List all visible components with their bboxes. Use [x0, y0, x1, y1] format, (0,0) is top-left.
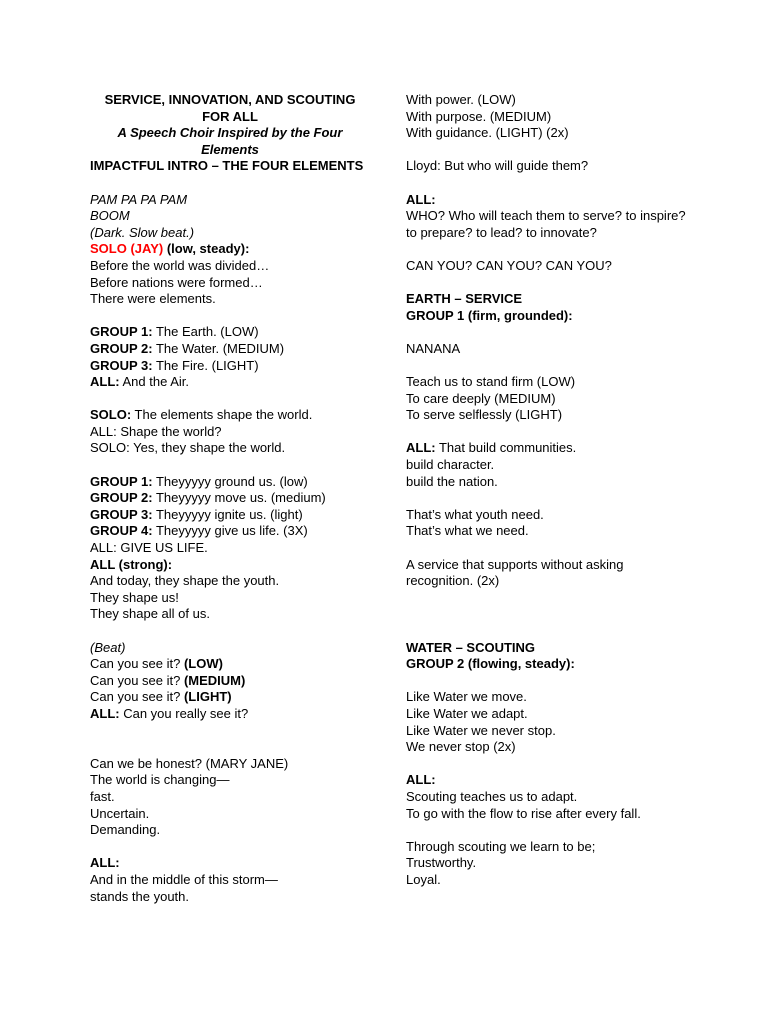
line-text: And today, they shape the youth. [90, 573, 280, 589]
speaker-label: GROUP 1: [90, 473, 153, 489]
script-line [406, 391, 706, 408]
script-line [90, 424, 370, 441]
line-text: PAM PA PA PAM [90, 191, 188, 207]
line-text: The elements shape the world. [131, 407, 313, 423]
script-line [90, 158, 370, 175]
speaker-name: SOLO (JAY) [90, 241, 164, 257]
line-text: Theyyyyy move us. (medium) [152, 490, 326, 506]
blank-line [406, 358, 706, 375]
script-line [90, 756, 370, 773]
script-line [406, 806, 706, 823]
speaker-label: GROUP 3: [90, 506, 153, 522]
line-text: stands the youth. [90, 888, 190, 904]
line-text: They shape all of us. [90, 606, 210, 622]
speaker-label: GROUP 2 (flowing, steady): [406, 656, 575, 672]
speaker-label: GROUP 3: [90, 357, 153, 373]
script-line [90, 291, 370, 308]
script-line [406, 789, 706, 806]
script-line [90, 324, 370, 341]
line-text: And in the middle of this storm— [90, 871, 278, 887]
script-line [406, 839, 706, 856]
script-line [90, 573, 370, 590]
script-line [90, 855, 370, 872]
line-text: To care deeply (MEDIUM) [406, 390, 556, 406]
script-line [406, 308, 706, 325]
line-text: The Water. (MEDIUM) [152, 340, 285, 356]
line-text: That’s what youth need. [406, 506, 544, 522]
script-line [406, 640, 706, 657]
script-line [90, 606, 370, 623]
line-text: Can you really see it? [119, 705, 249, 721]
line-text: Can you see it? [90, 672, 184, 688]
script-line [90, 656, 370, 673]
script-line [90, 474, 370, 491]
blank-line [406, 590, 706, 607]
line-text: fast. [90, 788, 115, 804]
blank-line [406, 540, 706, 557]
script-line [406, 125, 706, 142]
blank-line [90, 739, 370, 756]
script-line [90, 673, 370, 690]
script-line [406, 872, 706, 889]
speaker-label: WATER – SCOUTING [406, 639, 536, 655]
script-line [406, 855, 706, 872]
script-line [406, 258, 706, 275]
script-line [90, 540, 370, 557]
left-column [90, 92, 370, 905]
blank-line [90, 839, 370, 856]
script-line [406, 291, 706, 308]
blank-line [90, 457, 370, 474]
script-line [90, 358, 370, 375]
script-line [90, 225, 370, 242]
speaker-label: ALL: [90, 374, 120, 390]
line-text: Uncertain. [90, 805, 150, 821]
line-text: That’s what we need. [406, 523, 529, 539]
line-text: The Earth. (LOW) [152, 324, 259, 340]
line-text: ALL: GIVE US LIFE. [90, 540, 208, 556]
script-line [90, 258, 370, 275]
speaker-label: GROUP 2: [90, 340, 153, 356]
blank-line [406, 275, 706, 292]
line-text: ALL: Shape the world? [90, 423, 222, 439]
script-line [406, 92, 706, 109]
line-text: Can you see it? [90, 689, 184, 705]
line-text: Lloyd: But who will guide them? [406, 158, 589, 174]
speaker-label: (LOW) [183, 656, 223, 672]
line-text: Scouting teaches us to adapt. [406, 788, 578, 804]
script-line [406, 689, 706, 706]
line-text: To serve selflessly (LIGHT) [406, 407, 563, 423]
speaker-label: GROUP 2: [90, 490, 153, 506]
speaker-label: GROUP 4: [90, 523, 153, 539]
line-text: The world is changing— [90, 772, 230, 788]
script-line [90, 507, 370, 524]
script-line [90, 689, 370, 706]
line-text: Teach us to stand firm (LOW) [406, 374, 576, 390]
line-text: CAN YOU? CAN YOU? CAN YOU? [406, 257, 612, 273]
line-text: Loyal. [406, 871, 441, 887]
speaker-label: ALL: [406, 440, 436, 456]
line-text: Can we be honest? (MARY JANE) [90, 755, 289, 771]
line-text: Theyyyyy ground us. (low) [152, 473, 308, 489]
script-line [90, 889, 370, 906]
line-text: With power. (LOW) [406, 92, 516, 107]
line-text: NANANA [406, 340, 461, 356]
line-text: With purpose. (MEDIUM) [406, 108, 552, 124]
speaker-label: IMPACTFUL INTRO – THE FOUR ELEMENTS [90, 158, 364, 174]
line-text: There were elements. [90, 291, 216, 307]
script-line [406, 192, 706, 209]
blank-line [406, 606, 706, 623]
line-text: A service that supports without asking [406, 556, 624, 572]
line-text: With guidance. (LIGHT) (2x) [406, 125, 569, 141]
speaker-label: A Speech Choir Inspired by the Four Elements [117, 125, 343, 157]
line-text: (Dark. Slow beat.) [90, 224, 195, 240]
line-text: Through scouting we learn to be; [406, 838, 596, 854]
script-line [90, 590, 370, 607]
script-line [406, 225, 706, 242]
script-line [406, 158, 706, 175]
script-line [406, 573, 706, 590]
line-text: Before the world was divided… [90, 257, 270, 273]
line-text: And the Air. [119, 374, 189, 390]
script-line [90, 523, 370, 540]
script-line [90, 208, 370, 225]
line-text: Can you see it? [90, 656, 184, 672]
script-line [90, 789, 370, 806]
script-line [90, 822, 370, 839]
blank-line [90, 175, 370, 192]
blank-line [90, 723, 370, 740]
speaker-label: ALL: [90, 855, 120, 871]
script-line [406, 440, 706, 457]
blank-line [406, 490, 706, 507]
blank-line [406, 175, 706, 192]
title-line [90, 125, 370, 158]
speaker-label: (LIGHT) [183, 689, 232, 705]
blank-line [406, 822, 706, 839]
script-line [406, 109, 706, 126]
line-text: Like Water we adapt. [406, 705, 528, 721]
script-line [406, 507, 706, 524]
speaker-label: ALL: [406, 772, 436, 788]
script-line [90, 192, 370, 209]
blank-line [406, 142, 706, 159]
script-line [90, 374, 370, 391]
blank-line [90, 308, 370, 325]
script-line [406, 706, 706, 723]
script-line [406, 457, 706, 474]
script-line [90, 407, 370, 424]
title-line [90, 92, 370, 125]
blank-line [406, 424, 706, 441]
line-text: The Fire. (LIGHT) [152, 357, 259, 373]
speaker-label: EARTH – SERVICE [406, 291, 523, 307]
script-line [406, 557, 706, 574]
script-line [406, 208, 706, 225]
line-text: build character. [406, 457, 495, 473]
script-line [90, 872, 370, 889]
script-line [406, 341, 706, 358]
line-text: WHO? Who will teach them to serve? to inspire? [406, 208, 686, 224]
blank-line [406, 756, 706, 773]
script-line [90, 440, 370, 457]
line-text: That build communities. [435, 440, 577, 456]
line-text: SOLO: Yes, they shape the world. [90, 440, 286, 456]
line-text: (Beat) [90, 639, 126, 655]
blank-line [90, 391, 370, 408]
blank-line [406, 673, 706, 690]
blank-line [406, 623, 706, 640]
line-text: Before nations were formed… [90, 274, 263, 290]
blank-line [406, 241, 706, 258]
script-line [406, 407, 706, 424]
line-text: Trustworthy. [406, 855, 477, 871]
script-line [90, 275, 370, 292]
line-text: Demanding. [90, 822, 161, 838]
line-text: to prepare? to lead? to innovate? [406, 224, 597, 240]
script-line [90, 640, 370, 657]
script-line [406, 723, 706, 740]
script-line [90, 806, 370, 823]
script-line [406, 523, 706, 540]
script-line [406, 474, 706, 491]
script-line [90, 706, 370, 723]
line-text: We never stop (2x) [406, 739, 516, 755]
line-text: Like Water we move. [406, 689, 527, 705]
script-line [406, 739, 706, 756]
speaker-label: (MEDIUM) [183, 672, 246, 688]
line-text: build the nation. [406, 473, 498, 489]
line-text: Theyyyyy ignite us. (light) [152, 506, 303, 522]
line-text: To go with the flow to rise after every fall. [406, 805, 641, 821]
line-text: BOOM [90, 208, 130, 224]
script-line [90, 490, 370, 507]
speaker-label: ALL (strong): [90, 556, 173, 572]
blank-line [406, 324, 706, 341]
blank-line [90, 623, 370, 640]
script-line [406, 374, 706, 391]
speaker-label: ALL: [406, 191, 436, 207]
script-line [406, 772, 706, 789]
script-line [90, 557, 370, 574]
speaker-label: GROUP 1: [90, 324, 153, 340]
speaker-label: ALL: [90, 705, 120, 721]
line-text: Theyyyyy give us life. (3X) [152, 523, 308, 539]
script-line [90, 341, 370, 358]
script-line [90, 772, 370, 789]
line-text: Like Water we never stop. [406, 722, 556, 738]
speaker-label: GROUP 1 (firm, grounded): [406, 307, 573, 323]
script-line [406, 656, 706, 673]
right-column [406, 92, 706, 889]
speaker-label: SERVICE, INNOVATION, AND SCOUTING FOR ALL [104, 92, 356, 124]
script-line [90, 241, 370, 258]
line-text: They shape us! [90, 589, 179, 605]
speaker-label: SOLO: [90, 407, 132, 423]
speaker-label: (low, steady): [163, 241, 250, 257]
line-text: recognition. (2x) [406, 573, 500, 589]
